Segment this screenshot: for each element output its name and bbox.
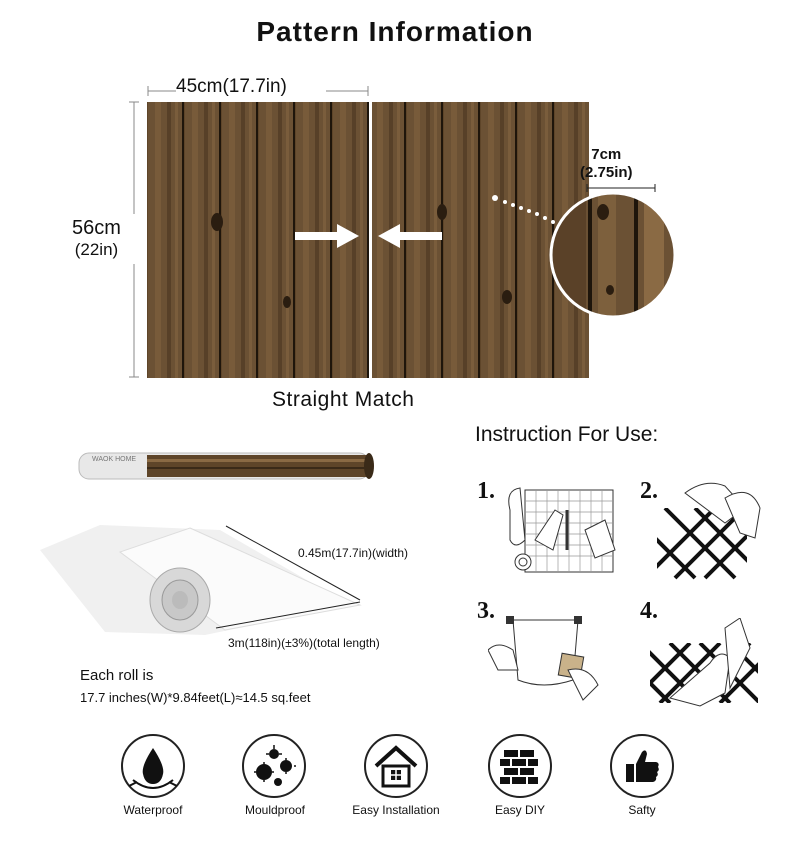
step-3-illustration: [488, 610, 608, 705]
page-title: Pattern Information: [256, 16, 534, 47]
feature-label-mouldproof: Mouldproof: [244, 803, 306, 817]
step-1-number: 1.: [477, 478, 495, 504]
roll-spec-label: 17.7 inches(W)*9.84feet(L)≈14.5 sq.feet: [80, 690, 311, 705]
roll-width-label: 0.45m(17.7in)(width): [298, 546, 409, 560]
wood-pattern-panels: [147, 102, 589, 378]
zoom-dimension-line: [585, 184, 657, 192]
unrolled-wallpaper-illustration: [30, 510, 370, 640]
roll-length-label: 3m(118in)(±3%)(total length): [228, 636, 380, 650]
feature-label-easy-diy: Easy DIY: [494, 803, 545, 817]
step-4-illustration: [650, 618, 760, 708]
zoom-in: (2.75in): [580, 164, 633, 181]
height-in: (22in): [74, 240, 119, 259]
zoom-detail-circle: [548, 190, 678, 320]
mould-spores-icon: [242, 734, 306, 798]
feature-label-easy-installation: Easy Installation: [352, 803, 440, 817]
thumbs-up-icon: [610, 734, 674, 798]
zoom-cm: 7cm: [591, 146, 622, 163]
rolled-wallpaper-image: [75, 445, 375, 485]
pattern-width-label: 45cm(17.7in): [176, 76, 287, 97]
pattern-height-label: [72, 218, 121, 260]
each-roll-label: Each roll is: [80, 667, 154, 684]
zoom-size-label: [580, 146, 633, 182]
step-3-number: 3.: [477, 598, 495, 624]
roll-brand-text: WAOK HOME: [92, 456, 137, 463]
brick-wall-icon: [488, 734, 552, 798]
feature-label-waterproof: Waterproof: [123, 803, 183, 817]
step-2-number: 2.: [640, 478, 658, 504]
feature-label-safty: Safty: [628, 803, 656, 817]
house-icon: [364, 734, 428, 798]
straight-match-label: Straight Match: [272, 388, 415, 411]
step-4-number: 4.: [640, 598, 658, 624]
height-cm: 56cm: [72, 217, 121, 239]
step-2-illustration: [655, 478, 765, 583]
step-1-illustration: [505, 480, 620, 580]
instructions-title: Instruction For Use:: [475, 423, 659, 446]
water-drop-icon: [121, 734, 185, 798]
